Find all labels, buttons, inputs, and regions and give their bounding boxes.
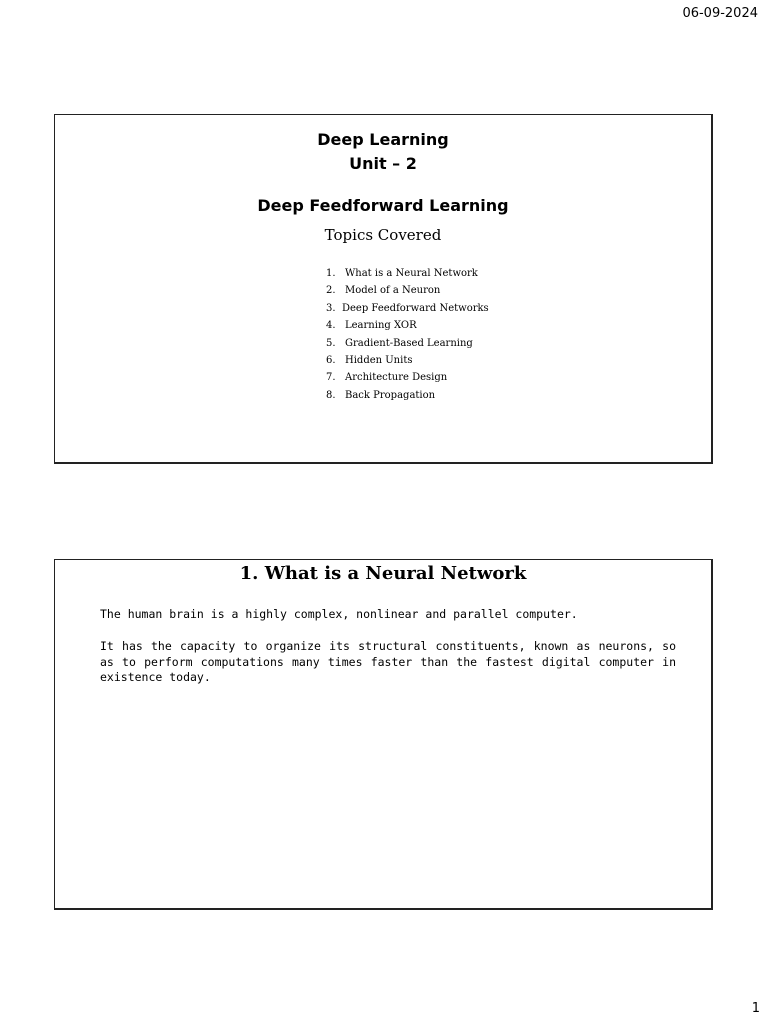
topic-number: 7. [326,372,336,384]
topics-list [326,265,489,404]
topic-label: Deep Feedforward Networks [342,302,489,314]
topic-item [326,369,489,386]
topic-label: Learning XOR [345,320,417,332]
topics-heading: Topics Covered [324,226,442,244]
topic-number: 6. [326,354,336,366]
topic-item [326,265,489,282]
topic-label: Gradient-Based Learning [345,337,473,349]
topic-label: Model of a Neuron [345,285,441,297]
topic-number: 8. [326,389,336,401]
topic-number: 4. [326,320,336,332]
topic-item [326,387,489,404]
topic-item [326,352,489,369]
topic-number: 1. [326,268,336,279]
topic-label: Back Propagation [345,389,436,401]
page-number: 1 [751,1001,760,1016]
body-paragraph: The human brain is a highly complex, nonlinear and parallel computer. [100,607,578,621]
topic-label: Architecture Design [345,372,448,384]
topic-item [326,317,489,334]
topic-number: 2. [326,285,336,297]
topic-item [326,282,489,299]
header-date: 06-09-2024 [682,6,758,21]
slide-title-heading: Deep Learning [317,130,449,149]
topic-item [326,300,489,317]
slide-subtitle: Deep Feedforward Learning [257,196,509,215]
topic-number: 3. [326,302,336,314]
slide-heading: 1. What is a Neural Network [239,563,527,584]
slide-title [54,114,713,464]
topic-label: Hidden Units [345,354,413,366]
topic-number: 5. [326,337,336,349]
topic-label: What is a Neural Network [345,268,478,279]
slide-neural-network [54,559,713,910]
topic-item [326,335,489,352]
body-paragraph: It has the capacity to organize its structural constituents, known as neurons, so as to perform computations many times faster than the fastest digital computer in existence today. [100,639,676,684]
slide-unit-heading: Unit – 2 [349,154,417,173]
